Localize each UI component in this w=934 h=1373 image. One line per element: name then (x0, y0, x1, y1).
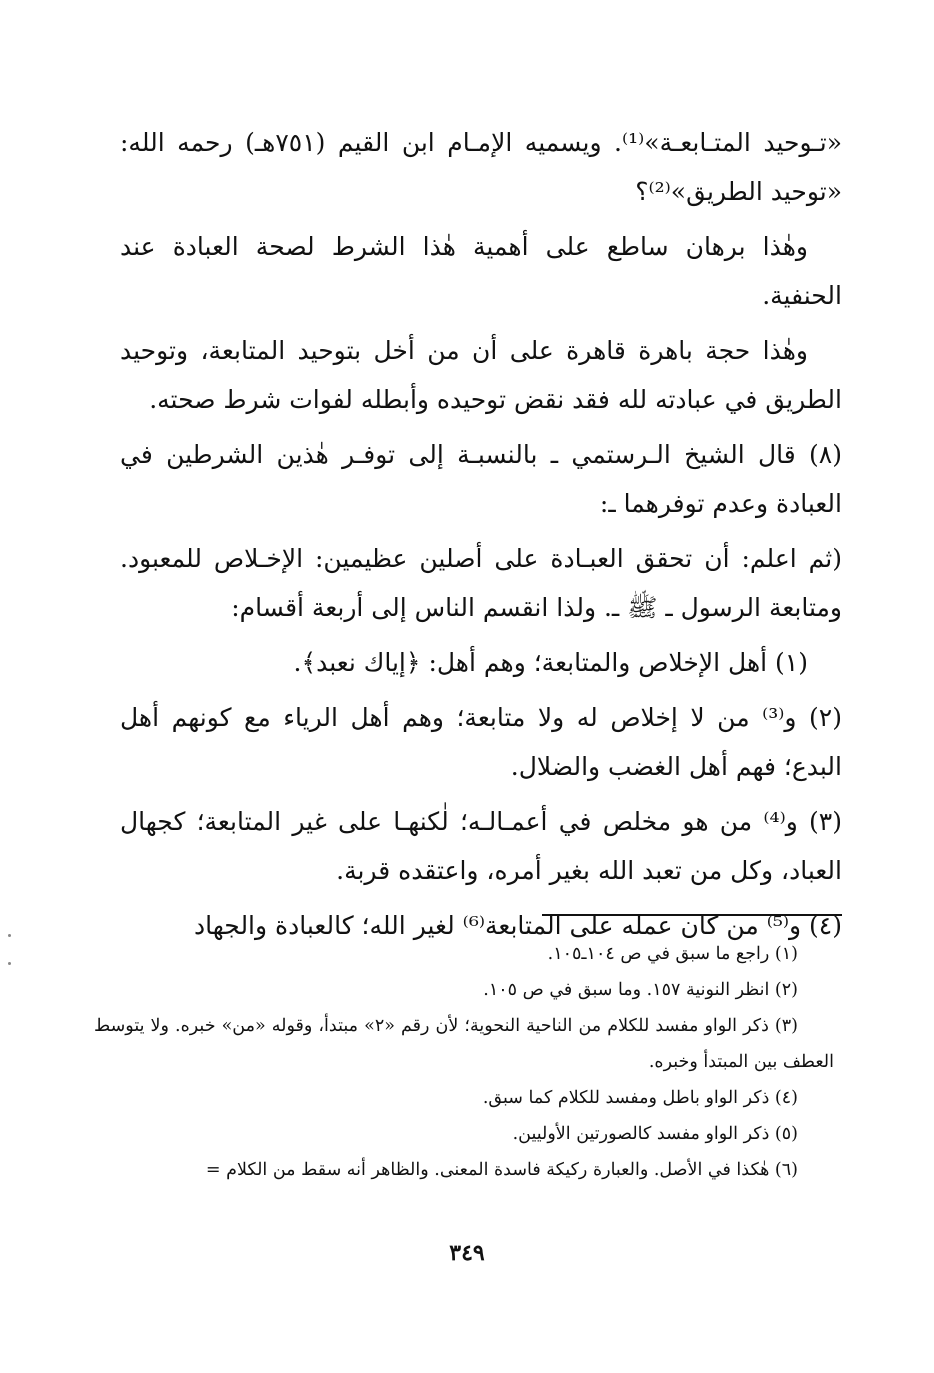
footnote-1: (١) راجع ما سبق في ص ١٠٤ـ١٠٥. (547, 944, 798, 964)
paragraph-tawhid-mutabaah: «تـوحيد المتـابعـة»⁽¹⁾. ويسميه الإمـام ابن القيم (٧٥١هـ) رحمه الله: «توحيد الطريق»⁽²⁾؟ (120, 128, 842, 206)
paragraph-category-3: (٣) و⁽⁴⁾ من هو مخلص في أعمـالـه؛ لٰكنهـا على غير المتابعة؛ كجهال العباد، وكل من تعبد الله بغير أمره، واعتقده قربة. (120, 807, 842, 885)
paragraph-burhan: وهٰذا برهان ساطع على أهمية هٰذا الشرط لصحة العبادة عند الحنفية. (120, 232, 842, 310)
margin-speck (8, 962, 11, 965)
margin-speck (8, 934, 11, 937)
footnote-4: (٤) ذكر الواو باطل ومفسد للكلام كما سبق. (482, 1088, 798, 1108)
paragraph-category-4: (٤) و⁽⁵⁾ من كان عمله على المتابعة⁽⁶⁾ لغير الله؛ كالعبادة والجهاد (194, 911, 842, 940)
footnote-6: (٦) هٰكذا في الأصل. والعبارة ركيكة فاسدة المعنى. والظاهر أنه سقط من الكلام = (205, 1160, 798, 1180)
paragraph-rustami-quote-intro: (٨) قال الشيخ الـرستمي ـ بالنسبـة إلى توفـر هٰذين الشرطين في العبادة وعدم توفرهما ـ: (120, 440, 842, 518)
main-text (120, 118, 842, 956)
paragraph-category-1: (١) أهل الإخلاص والمتابعة؛ وهم أهل: ﴿إياك نعبد﴾. (293, 648, 808, 677)
page-number: ٣٤٩ (449, 1240, 485, 1266)
footnote-3: (٣) ذكر الواو مفسد للكلام من الناحية النحوية؛ لأن رقم «٢» مبتدأ، وقوله «من» خبره. ولا يتوسط العطف بين المبتدأ وخبره. (94, 1016, 834, 1072)
paragraph-category-2: (٢) و⁽³⁾ من لا إخلاص له ولا متابعة؛ وهم أهل الرياء مع كونهم أهل البدع؛ فهم أهل الغضب والضلال. (120, 703, 842, 781)
footnote-5: (٥) ذكر الواو مفسد كالصورتين الأوليين. (512, 1124, 798, 1144)
footnotes (94, 936, 834, 1188)
paragraph-two-principles: (ثم اعلم: أن تحقق العبـادة على أصلين عظيمين: الإخـلاص للمعبود. ومتابعة الرسول ـ ﷺ ـ. ولذا انقسم الناس إلى أربعة أقسام: (120, 544, 842, 622)
footnote-separator (542, 914, 842, 916)
footnote-2: (٢) انظر النونية ١٥٧. وما سبق في ص ١٠٥. (483, 980, 798, 1000)
paragraph-hujjah: وهٰذا حجة باهرة قاهرة على أن من أخل بتوحيد المتابعة، وتوحيد الطريق في عبادته لله فقد نقض توحيده وأبطله لفوات شرط صحته. (120, 336, 842, 414)
